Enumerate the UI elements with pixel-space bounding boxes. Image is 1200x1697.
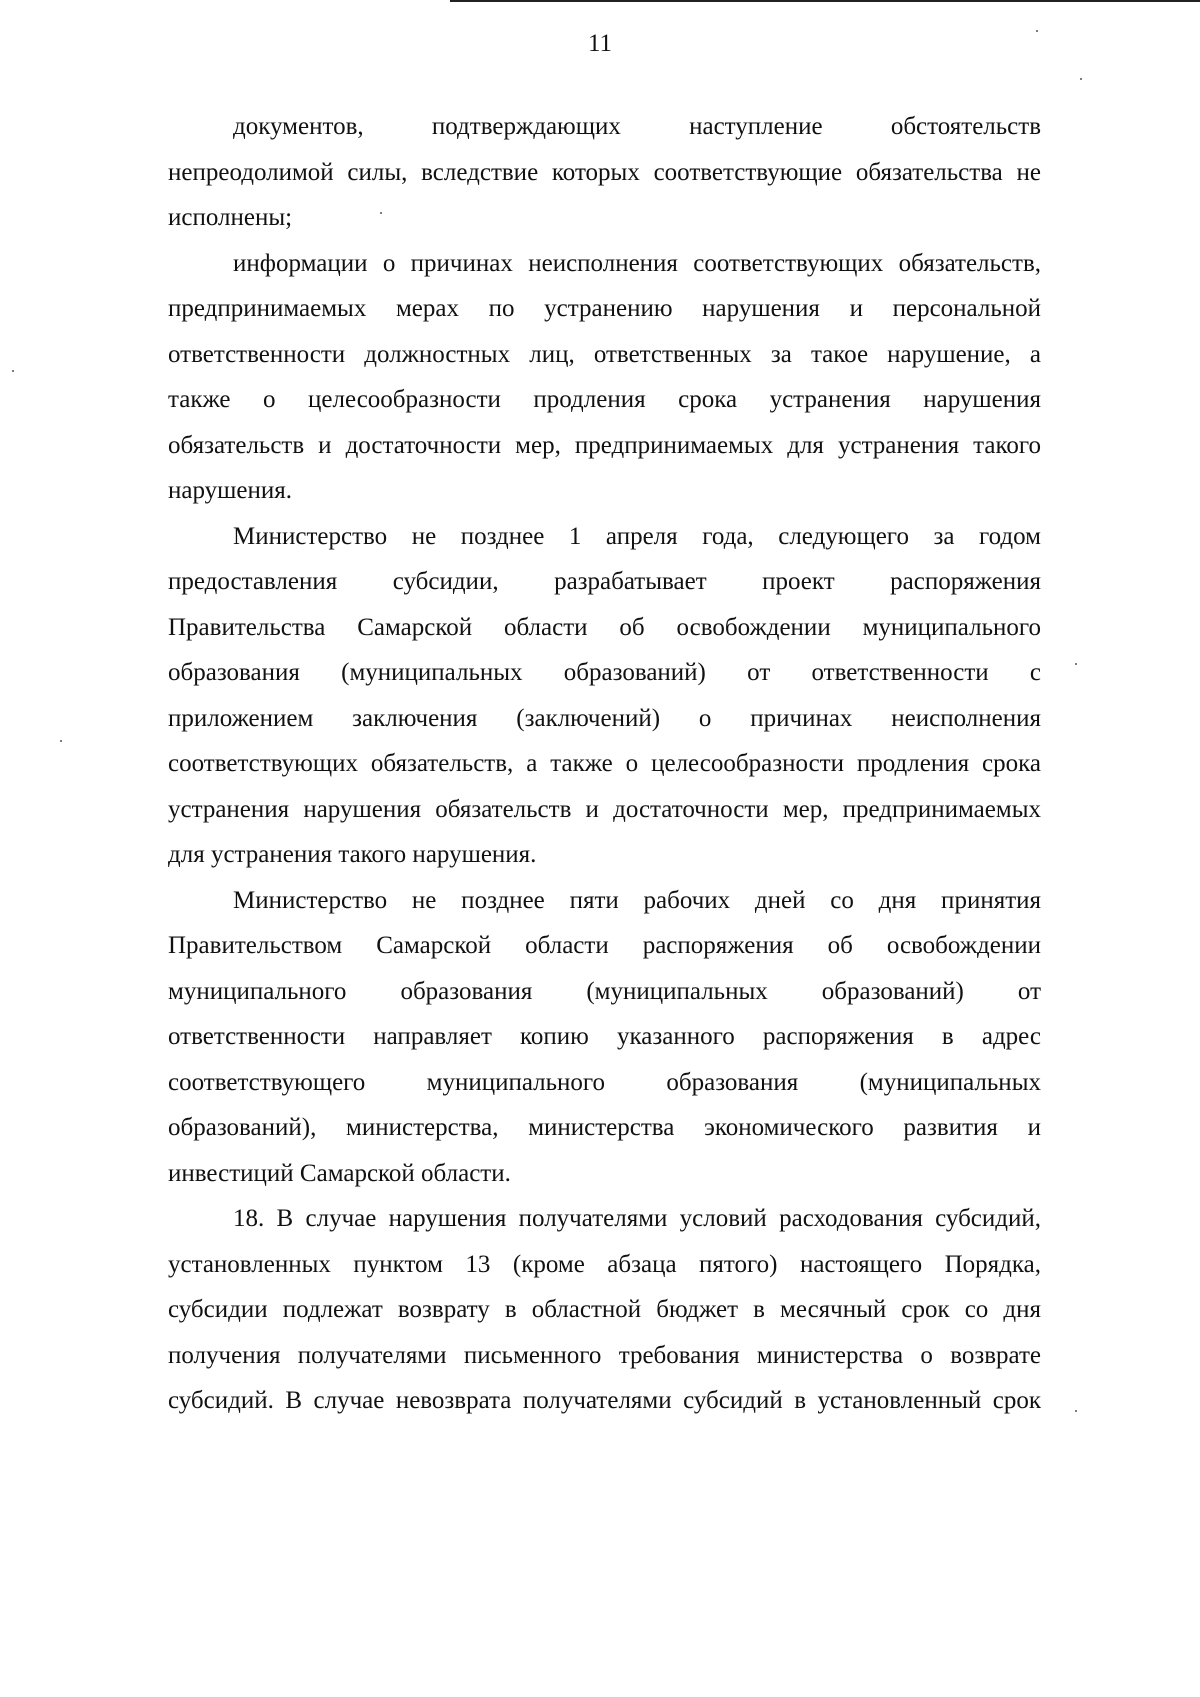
text-line: субсидий. В случае невозврата получателями субсидий в установленный срок [168,1387,1041,1414]
text-line: Правительства Самарской области об освобождении муниципального [168,613,1041,641]
text-line: документов, подтверждающих наступление обстоятельств [233,113,1041,140]
scan-top-border [450,0,1200,2]
paragraph [168,1196,1041,1424]
paragraph [168,241,1041,514]
text-line: предпринимаемых мерах по устранению нарушения и персональной [168,295,1041,322]
text-line: также о целесообразности продления срока устранения нарушения [168,386,1041,413]
text-line: Министерство не позднее пяти рабочих дней со дня принятия [233,886,1041,914]
paragraph [168,104,1041,241]
text-line: исполнены; [168,204,293,231]
text-line: образований), министерства, министерства экономического развития и [168,1114,1041,1141]
text-line: соответствующих обязательств, а также о целесообразности продления срока [168,750,1041,777]
text-line: установленных пунктом 13 (кроме абзаца пятого) настоящего Порядка, [168,1250,1041,1278]
text-line: субсидии подлежат возврату в областной бюджет в месячный срок со дня [168,1296,1041,1323]
text-line: устранения нарушения обязательств и достаточности мер, предпринимаемых [168,795,1041,823]
text-line: обязательств и достаточности мер, предпринимаемых для устранения такого [168,431,1041,459]
text-line: образования (муниципальных образований) от ответственности с [168,659,1041,686]
text-line: нарушения. [168,477,292,504]
text-line: 18. В случае нарушения получателями условий расходования субсидий, [233,1205,1041,1232]
page-number: 11 [587,30,613,57]
text-line: ответственности должностных лиц, ответственных за такое нарушение, а [168,340,1041,368]
paragraph [168,878,1041,1197]
text-line: информации о причинах неисполнения соответствующих обязательств, [233,249,1041,277]
text-line: непреодолимой силы, вследствие которых соответствующие обязательства не [168,158,1041,186]
text-line: Правительством Самарской области распоряжения об освобождении [168,932,1041,959]
text-line: ответственности направляет копию указанного распоряжения в адрес [168,1023,1041,1050]
text-line: инвестиций Самарской области. [168,1159,511,1187]
text-line: соответствующего муниципального образования (муниципальных [168,1068,1041,1096]
text-line: для устранения такого нарушения. [168,841,537,868]
text-line: Министерство не позднее 1 апреля года, следующего за годом [233,522,1041,550]
document-body [168,104,1041,1424]
text-line: приложением заключения (заключений) о причинах неисполнения [168,704,1041,732]
text-line: муниципального образования (муниципальных образований) от [168,977,1041,1005]
text-line: получения получателями письменного требования министерства о возврате [168,1341,1041,1369]
paragraph [168,514,1041,878]
text-line: предоставления субсидии, разрабатывает проект распоряжения [168,568,1041,595]
